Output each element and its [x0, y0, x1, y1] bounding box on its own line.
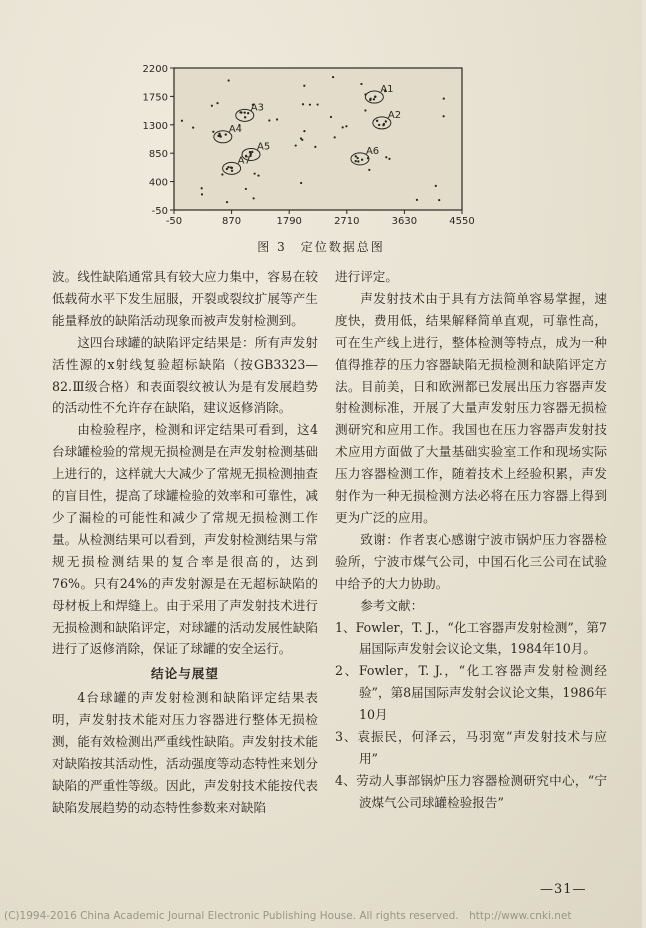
reference-item: 3、袁振民，何泽云，马羽宽“声发射技术与应用”	[335, 729, 607, 766]
copyright-footer: (C)1994-2016 China Academic Journal Electronic Publishing House. All rights reserved. http://www.cnki.net	[4, 910, 572, 922]
scatter-point	[342, 126, 344, 128]
scatter-point	[221, 173, 223, 175]
cluster-label: A7	[237, 155, 251, 167]
left-paragraph-3: 由检验程序，检测和评定结果可看到，这4台球罐检验的常规无损检测是在声发射检测基础上进行的，这样就大大减少了常规无损检测抽查的盲目性，提高了球罐检验的效率和可靠性，减少了漏检的可能性和减少了常规无损检测工作量。从检测结果可以看到，声发射检测结果与常规无损检测结果的复合率是很高的，达到76%。只有24%的声发射源是在无超标缺陷的母材板上和焊缝上。由于采用了声发射技术进行无损检测和缺陷评定，对球罐的活动发展性缺陷进行了返修消除，保证了球罐的安全运行。	[52, 422, 318, 657]
scatter-point	[226, 201, 228, 203]
scatter-point	[438, 199, 440, 201]
scatter-point	[388, 158, 390, 160]
cluster-point	[382, 124, 384, 126]
scatter-point	[309, 104, 311, 106]
scatter-point	[253, 197, 255, 199]
left-paragraph-1: 波。线性缺陷通常具有较大应力集中，容易在较低载荷水平下发生屈服，开裂或裂纹扩展等产生能量释放的缺陷活动现象而被声发射检测到。	[52, 269, 318, 328]
cluster-label: A4	[228, 123, 243, 135]
right-paragraph-1: 进行评定。	[335, 269, 398, 284]
scatter-point	[385, 156, 387, 158]
cluster-point	[385, 120, 387, 122]
scatter-point	[443, 115, 445, 117]
reference-item: 4、劳动人事部锅炉压力容器检测研究中心，“宁波煤气公司球罐检验报告”	[335, 772, 607, 810]
cluster-point	[355, 160, 357, 162]
scatter-point	[181, 120, 183, 122]
x-tick-label: 2710	[334, 216, 360, 227]
scatter-point	[212, 131, 214, 133]
cluster-point	[374, 96, 376, 98]
scatter-point	[245, 188, 247, 190]
cluster-point	[373, 98, 375, 100]
cluster-point	[231, 167, 233, 169]
cluster-point	[376, 120, 378, 122]
y-tick-label: 1300	[142, 120, 168, 132]
cluster-point	[369, 98, 371, 100]
scatter-point	[317, 103, 319, 105]
section-title: 结论与展望	[151, 666, 219, 682]
y-tick-label: 2200	[142, 64, 168, 75]
y-tick-label: 400	[148, 177, 168, 189]
cluster-point	[218, 133, 220, 135]
scatter-point	[302, 103, 304, 105]
cluster-point	[378, 124, 380, 126]
plot-frame	[174, 68, 462, 210]
location-data-figure	[140, 60, 475, 227]
scatter-point	[332, 76, 334, 78]
cluster-point	[355, 155, 357, 157]
references-heading: 参考文献：	[360, 597, 424, 613]
y-tick-label: 850	[148, 149, 168, 161]
x-tick-label: 3630	[391, 216, 418, 227]
y-tick-label: -50	[151, 206, 168, 217]
x-tick-label: 1790	[276, 216, 302, 227]
cluster-point	[226, 168, 228, 170]
scatter-point	[254, 173, 256, 175]
scatter-point	[368, 169, 370, 171]
scatter-point	[303, 85, 305, 87]
x-tick-label: 4550	[449, 216, 475, 227]
scatter-point	[435, 185, 437, 187]
scatter-point	[192, 126, 194, 128]
cluster-label: A6	[365, 145, 380, 157]
scatter-point	[345, 125, 347, 127]
scatter-point	[257, 174, 259, 176]
figure-caption: 图 3 定位数据总图	[257, 240, 385, 254]
scatter-point	[201, 187, 203, 189]
scatter-point	[276, 118, 278, 120]
cluster-point	[247, 112, 249, 114]
scatter-plot	[140, 60, 475, 227]
scatter-point	[300, 137, 302, 139]
right-column	[335, 266, 607, 814]
scatter-point	[314, 146, 316, 148]
scatter-point	[216, 102, 218, 104]
cluster-point	[357, 160, 359, 162]
reference-item: 1、Fowler，T. J.，“化工容器声发射检测”，第7届国际声发射会议论文集，1984年10月。	[335, 619, 607, 657]
cluster-point	[243, 111, 245, 113]
cluster-point	[231, 170, 233, 172]
scatter-point	[330, 116, 332, 118]
cluster-label: A3	[250, 102, 264, 114]
scatter-point	[416, 199, 418, 201]
acknowledgement: 致谢：作者衷心感谢宁波市锅炉压力容器检验所，宁波市煤气公司，中国石化三公司在试验中给予的大力协助。	[335, 531, 607, 591]
scatter-point	[303, 130, 305, 132]
y-tick-label: 1750	[142, 92, 168, 104]
cluster-point	[244, 116, 246, 118]
scatter-point	[364, 109, 366, 111]
cluster-point	[361, 159, 363, 161]
cluster-point	[251, 151, 253, 153]
cluster-label: A5	[257, 141, 271, 153]
scatter-point	[295, 144, 297, 146]
left-paragraph-4: 4台球罐的声发射检测和缺陷评定结果表明，声发射技术能对压力容器进行整体无损检测，能有效检测出严重线性缺陷。声发射技术能对缺陷按其活动性，活动强度等动态特性来划分缺陷的严重性等级。因此，声发射技术能按代表缺陷发展趋势的动态特性参数来对缺陷	[52, 690, 318, 815]
scatter-point	[268, 119, 270, 121]
scatter-point	[360, 83, 362, 85]
right-paragraph-2: 声发射技术由于具有方法简单容易掌握，速度快，费用低，结果解释简单直观，可靠性高，可在生产线上进行，整体检测等特点，成为一种值得推荐的压力容器缺陷无损检测和缺陷评定方法。目前美，日和欧洲都已发展出压力容器声发射检测标准，开展了大量声发射压力容器无损检测研究和应用工作。我国也在压力容器声发射技术应用方面做了大量基础实验室工作和现场实际压力容器检测工作，随着技术上经验积累，声发射作为一种无损检测方法必将在压力容器上得到更为广泛的应用。	[335, 290, 607, 525]
cluster-point	[239, 111, 241, 113]
scatter-point	[300, 182, 302, 184]
cluster-label: A1	[380, 84, 394, 96]
x-tick-label: 870	[222, 216, 242, 227]
scatter-point	[201, 193, 203, 195]
scatter-point	[211, 105, 213, 107]
scatter-point	[334, 136, 336, 138]
page-number: —31—	[540, 882, 587, 897]
left-column	[52, 266, 318, 819]
cluster-point	[356, 157, 358, 159]
x-tick-label: -50	[165, 216, 183, 227]
reference-item: 2、Fowler，T. J.，“化工容器声发射检测经验”，第8届国际声发射会议论文集，1986年10月	[335, 663, 607, 723]
scatter-point	[443, 97, 445, 99]
left-paragraph-2: 这四台球罐的缺陷评定结果是：所有声发射活性源的x射线复验超标缺陷（按GB3323—82.Ⅲ级合格）和表面裂纹被认为是有发展趋势的活动性不允许存在缺陷，建议返修消除。	[52, 334, 318, 416]
cluster-label: A2	[387, 109, 402, 121]
scatter-point	[228, 79, 230, 81]
cluster-point	[225, 133, 227, 135]
